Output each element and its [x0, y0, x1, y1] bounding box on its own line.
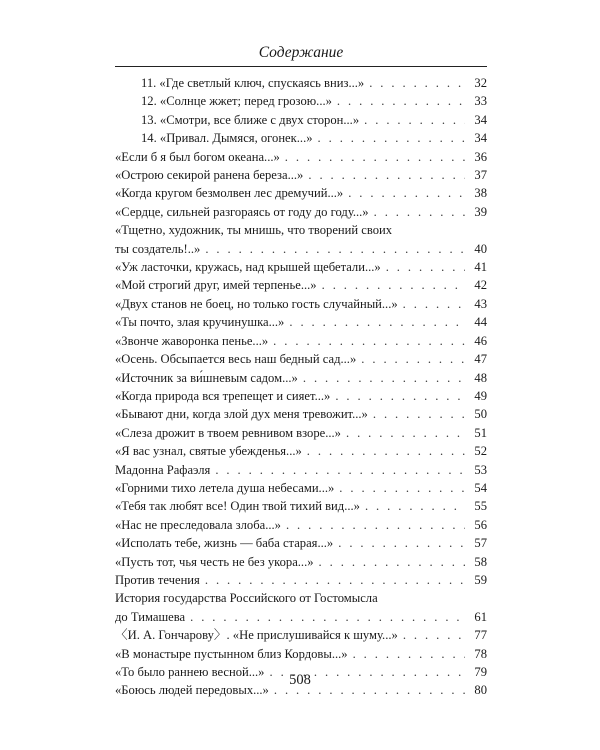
toc-entry	[115, 221, 487, 258]
toc-entry	[115, 516, 487, 534]
header-rule	[115, 66, 487, 67]
dot-leader	[365, 497, 465, 515]
toc-entry-page: 49	[474, 388, 487, 403]
toc-entry-title: 〈И. А. Гончарову〉. «Не прислушивайся к шуму...»	[115, 628, 398, 643]
table-of-contents	[115, 74, 487, 700]
toc-entry	[115, 350, 487, 368]
toc-entry-title: «Осень. Обсыпается весь наш бедный сад...»	[115, 352, 357, 367]
toc-entry-page: 59	[474, 572, 487, 587]
toc-entry	[115, 129, 487, 147]
dot-leader	[289, 313, 465, 331]
toc-entry-page: 51	[474, 425, 487, 440]
toc-entry-title: «Мой строгий друг, имей терпенье...»	[115, 278, 317, 293]
toc-entry-title-first-line: История государства Российского от Гостомысла	[115, 591, 378, 606]
toc-entry	[115, 166, 487, 184]
toc-entry-page: 57	[474, 536, 487, 551]
toc-entry-page: 50	[474, 407, 487, 422]
toc-entry-page: 44	[474, 315, 487, 330]
toc-entry	[115, 74, 487, 92]
toc-entry-title: «Острою секирой ранена береза...»	[115, 168, 304, 183]
dot-leader	[273, 332, 465, 350]
dot-leader	[369, 74, 465, 92]
toc-entry-title: до Тимашева	[115, 609, 186, 624]
toc-entry-title: «Двух станов не боец, но только гость случайный...»	[115, 296, 398, 311]
toc-entry-title: «Когда кругом безмолвен лес дремучий...»	[115, 186, 344, 201]
toc-entry	[115, 276, 487, 294]
toc-entry	[115, 295, 487, 313]
toc-entry-page: 77	[474, 628, 487, 643]
toc-entry	[115, 387, 487, 405]
dot-leader	[373, 405, 465, 423]
dot-leader	[205, 571, 465, 589]
dot-leader	[319, 553, 465, 571]
toc-entry-page: 52	[474, 444, 487, 459]
toc-entry-title-first-line: «Тщетно, художник, ты мнишь, что творений своих	[115, 223, 393, 238]
toc-entry	[115, 111, 487, 129]
toc-entry	[115, 534, 487, 552]
toc-entry-title: 12. «Солнце жжет; перед грозою...»	[141, 94, 332, 109]
toc-entry	[115, 332, 487, 350]
toc-entry-page: 55	[474, 499, 487, 514]
toc-entry	[115, 369, 487, 387]
toc-entry	[115, 258, 487, 276]
toc-entry-title: Мадонна Рафаэля	[115, 462, 211, 477]
toc-entry	[115, 424, 487, 442]
dot-leader	[403, 295, 465, 313]
toc-entry-page: 46	[474, 333, 487, 348]
toc-entry-title: ты создатель!..»	[115, 241, 201, 256]
toc-entry-title: «Уж ласточки, кружась, над крышей щебетали...»	[115, 260, 381, 275]
dot-leader	[307, 442, 465, 460]
toc-entry-title: «Исполать тебе, жизнь — баба старая...»	[115, 536, 334, 551]
toc-entry	[115, 184, 487, 202]
toc-entry	[115, 626, 487, 644]
dot-leader	[308, 166, 465, 184]
toc-entry-title: «Сердце, сильней разгораясь от году до году...»	[115, 204, 369, 219]
toc-entry-page: 61	[474, 609, 487, 624]
toc-entry-page: 42	[474, 278, 487, 293]
toc-entry-title: 11. «Где светлый ключ, спускаясь вниз...»	[141, 76, 365, 90]
toc-entry-page: 47	[474, 352, 487, 367]
toc-entry-title: «В монастыре пустынном близ Кордовы...»	[115, 646, 348, 661]
dot-leader	[353, 645, 465, 663]
toc-entry-page: 54	[474, 480, 487, 495]
dot-leader	[339, 479, 465, 497]
dot-leader	[215, 461, 465, 479]
toc-entry	[115, 203, 487, 221]
toc-entry-title: «Пусть тот, чья честь не без укора...»	[115, 554, 314, 569]
dot-leader	[285, 148, 465, 166]
dot-leader	[318, 129, 465, 147]
toc-entry	[115, 461, 487, 479]
dot-leader	[348, 184, 465, 202]
dot-leader	[403, 626, 465, 644]
toc-entry-page: 34	[474, 131, 487, 146]
toc-entry	[115, 497, 487, 515]
toc-entry-page: 34	[474, 112, 487, 127]
toc-entry-page: 43	[474, 296, 487, 311]
toc-entry-page: 33	[474, 94, 487, 109]
toc-entry	[115, 148, 487, 166]
dot-leader	[361, 350, 465, 368]
toc-entry	[115, 589, 487, 626]
toc-entry-page: 80	[474, 683, 487, 698]
toc-entry-title: «Боюсь людей передовых...»	[115, 683, 269, 698]
toc-entry	[115, 442, 487, 460]
dot-leader	[322, 276, 465, 294]
toc-entry	[115, 313, 487, 331]
toc-entry	[115, 405, 487, 423]
dot-leader	[303, 369, 465, 387]
toc-entry-page: 53	[474, 462, 487, 477]
toc-entry-page: 78	[474, 646, 487, 661]
toc-entry-title: «Горними тихо летела душа небесами...»	[115, 480, 335, 495]
toc-entry-title: «Тебя так любят все! Один твой тихий вид...»	[115, 499, 360, 514]
dot-leader	[386, 258, 465, 276]
toc-entry-page: 36	[474, 149, 487, 164]
toc-entry	[115, 92, 487, 110]
toc-entry-title: 14. «Привал. Дымяся, огонек...»	[141, 131, 313, 146]
toc-entry-page: 32	[474, 76, 487, 90]
page-number: 508	[289, 672, 311, 688]
dot-leader	[338, 534, 465, 552]
toc-entry-title: «Нас не преследовала злоба...»	[115, 517, 281, 532]
toc-entry	[115, 479, 487, 497]
toc-entry-title: «Источник за ви́шневым садом...»	[115, 370, 298, 385]
toc-entry-page: 58	[474, 554, 487, 569]
dot-leader	[286, 516, 465, 534]
toc-entry-title: «Звонче жаворонка пенье...»	[115, 333, 269, 348]
toc-entry-title: «Бывают дни, когда злой дух меня тревожит...»	[115, 407, 368, 422]
toc-entry-title: Против течения	[115, 572, 200, 587]
dot-leader	[190, 608, 465, 626]
toc-entry-page: 48	[474, 370, 487, 385]
toc-entry-title: «Когда природа вся трепещет и сияет...»	[115, 388, 331, 403]
toc-entry-title: «Ты почто, злая кручинушка...»	[115, 315, 285, 330]
toc-entry-page: 56	[474, 517, 487, 532]
toc-entry	[115, 553, 487, 571]
dot-leader	[337, 92, 465, 110]
dot-leader	[364, 111, 465, 129]
dot-leader	[346, 424, 465, 442]
toc-entry-page: 41	[474, 260, 487, 275]
toc-entry-title: «Я вас узнал, святые убежденья...»	[115, 444, 302, 459]
toc-entry	[115, 571, 487, 589]
toc-entry-title: 13. «Смотри, все ближе с двух сторон...»	[141, 112, 360, 127]
toc-entry-page: 79	[474, 665, 487, 679]
dot-leader	[374, 203, 465, 221]
toc-entry-title: «Слеза дрожит в твоем ревнивом взоре...»	[115, 425, 341, 440]
toc-entry-title: «Если б я был богом океана...»	[115, 149, 280, 164]
toc-entry-page: 39	[474, 204, 487, 219]
toc-entry-page: 40	[474, 241, 487, 256]
toc-entry-page: 37	[474, 168, 487, 183]
toc-entry-page: 38	[474, 186, 487, 201]
running-header: Содержание	[258, 44, 344, 61]
dot-leader	[335, 387, 465, 405]
toc-entry	[115, 645, 487, 663]
toc-entry-title: «То было раннею весной...»	[115, 665, 265, 679]
dot-leader	[205, 240, 465, 258]
